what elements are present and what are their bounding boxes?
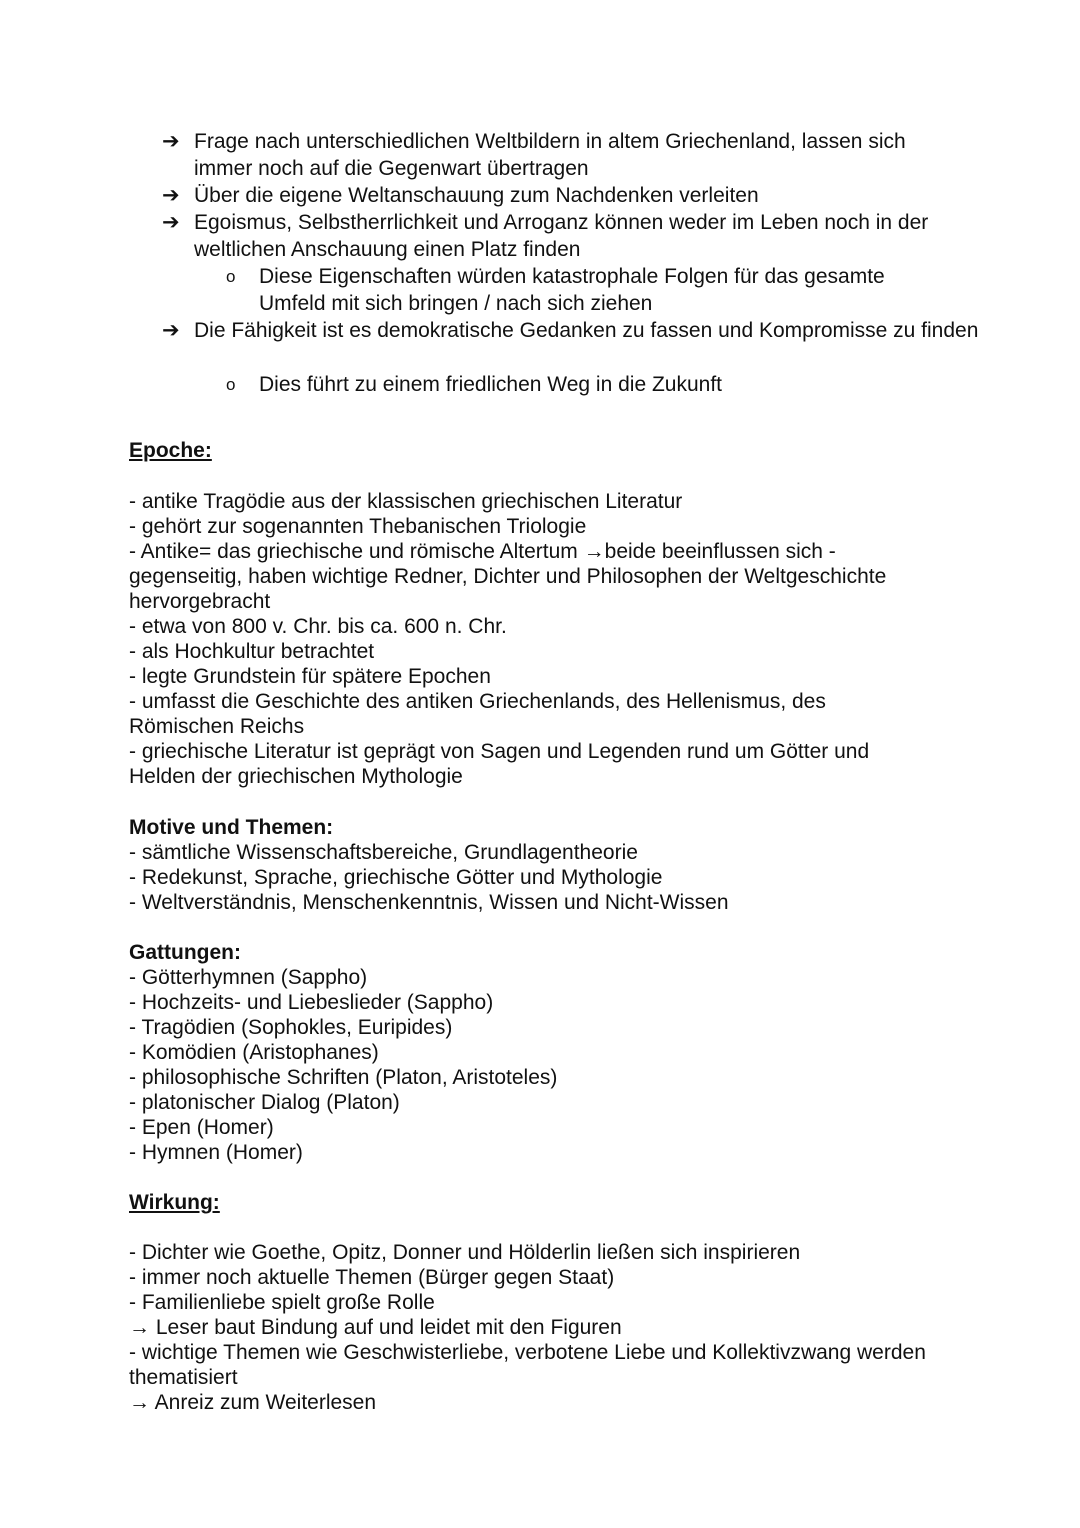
arrow-item-text: Über die eigene Weltanschauung zum Nachdenken verleiten xyxy=(194,184,759,207)
arrow-item-text: Egoismus, Selbstherrlichkeit und Arroganz können weder im Leben noch in der weltlichen Anschauung einen Platz finden xyxy=(194,211,929,261)
list-item: - Redekunst, Sprache, griechische Götter und Mythologie xyxy=(129,866,663,889)
sub-item-1 xyxy=(226,263,926,317)
arrow-icon: ➔ xyxy=(162,130,180,153)
circle-bullet-icon: o xyxy=(226,267,236,286)
arrow-item-1 xyxy=(162,128,962,182)
section-heading: Wirkung: xyxy=(129,1191,220,1214)
circle-bullet-icon: o xyxy=(226,375,236,394)
arrow-item-text: Die Fähigkeit ist es demokratische Gedanken zu fassen und Kompromisse zu finden xyxy=(194,319,979,342)
gattungen-section xyxy=(129,940,929,1165)
list-item: - Götterhymnen (Sappho) xyxy=(129,966,368,989)
arrow-item-2 xyxy=(162,182,962,209)
arrow-icon: ➔ xyxy=(162,184,180,207)
section-heading: Motive und Themen: xyxy=(129,816,334,839)
list-item: - Hochzeits- und Liebeslieder (Sappho) xyxy=(129,991,494,1014)
list-item: - umfasst die Geschichte des antiken Griechenlands, des Hellenismus, des Römischen Reichs xyxy=(129,690,826,738)
sub-item-text: Dies führt zu einem friedlichen Weg in die Zukunft xyxy=(259,373,723,396)
list-item: - platonischer Dialog (Platon) xyxy=(129,1091,400,1114)
arrow-icon: ➔ xyxy=(162,319,180,342)
sub-item-2 xyxy=(226,371,926,398)
arrow-item-text: Frage nach unterschiedlichen Weltbildern in altem Griechenland, lassen sich immer noch auf die Gegenwart übertragen xyxy=(194,130,906,180)
list-item: - gehört zur sogenannten Thebanischen Triologie xyxy=(129,515,587,538)
list-item: - etwa von 800 v. Chr. bis ca. 600 n. Chr. xyxy=(129,615,507,638)
list-item: → Leser baut Bindung auf und leidet mit den Figuren xyxy=(129,1316,622,1339)
motive-section xyxy=(129,815,929,915)
section-heading: Epoche: xyxy=(129,439,212,462)
wirkung-section xyxy=(129,1190,929,1215)
epoche-section xyxy=(129,438,929,463)
list-item: - Weltverständnis, Menschenkenntnis, Wissen und Nicht-Wissen xyxy=(129,891,729,914)
arrow-item-3 xyxy=(162,209,962,263)
wirkung-list xyxy=(129,1240,929,1415)
list-item: - als Hochkultur betrachtet xyxy=(129,640,375,663)
list-item: - sämtliche Wissenschaftsbereiche, Grundlagentheorie xyxy=(129,841,638,864)
list-item: - Tragödien (Sophokles, Euripides) xyxy=(129,1016,453,1039)
arrow-item-4 xyxy=(162,317,982,344)
list-item: - legte Grundstein für spätere Epochen xyxy=(129,665,491,688)
list-item: → Anreiz zum Weiterlesen xyxy=(129,1391,377,1414)
list-item: - Hymnen (Homer) xyxy=(129,1141,303,1164)
list-item: - Komödien (Aristophanes) xyxy=(129,1041,379,1064)
sub-item-text: Diese Eigenschaften würden katastrophale Folgen für das gesamte Umfeld mit sich bringen / nach sich ziehen xyxy=(259,265,885,315)
list-item: - wichtige Themen wie Geschwisterliebe, verbotene Liebe und Kollektivzwang werden thematisiert xyxy=(129,1341,926,1389)
section-heading: Gattungen: xyxy=(129,941,241,964)
list-item: - antike Tragödie aus der klassischen griechischen Literatur xyxy=(129,490,683,513)
epoche-list xyxy=(129,489,929,789)
list-item: - griechische Literatur ist geprägt von Sagen und Legenden rund um Götter und Helden der griechischen Mythologie xyxy=(129,740,870,788)
list-item: - immer noch aktuelle Themen (Bürger gegen Staat) xyxy=(129,1266,615,1289)
list-item: - Epen (Homer) xyxy=(129,1116,274,1139)
list-item: - philosophische Schriften (Platon, Aristoteles) xyxy=(129,1066,558,1089)
list-item: - Familienliebe spielt große Rolle xyxy=(129,1291,435,1314)
arrow-icon: ➔ xyxy=(162,211,180,234)
list-item: - Antike= das griechische und römische Altertum →beide beeinflussen sich - gegenseitig, haben wichtige Redner, Dichter und Philosophen der Weltgeschichte hervorgebracht xyxy=(129,540,887,613)
list-item: - Dichter wie Goethe, Opitz, Donner und Hölderlin ließen sich inspirieren xyxy=(129,1241,801,1264)
